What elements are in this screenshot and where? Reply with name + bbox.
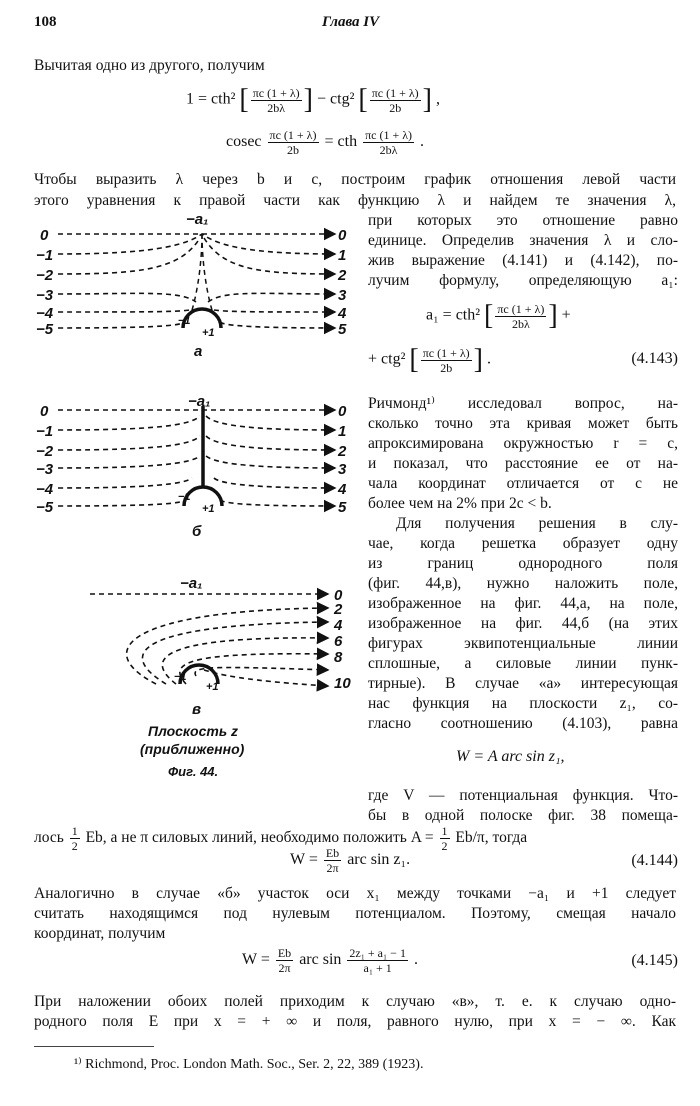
figure-panel-a [58, 234, 335, 328]
paragraph-line: из границ однородного поля [368, 555, 678, 572]
label: 8 [334, 649, 343, 666]
labels-a-left [36, 227, 54, 338]
label: −1 [36, 247, 54, 264]
paragraph-line: единице. Определив значения λ и сло- [368, 232, 678, 249]
label: 3 [338, 287, 347, 304]
paragraph-line: координат, получим [34, 925, 166, 942]
footnote: ¹⁾ Richmond, Proc. London Math. Soc., Ser. 2, 22, 389 (1923). [74, 1057, 424, 1072]
labels-v-right [333, 587, 351, 692]
figure-caption: Фиг. 44. [168, 764, 219, 779]
equation-w-arcsin: W = A arc sin z₁, [456, 748, 565, 765]
label: −2 [36, 443, 54, 460]
equation-4-145: W = $\frac{Eb}{2\pi}$ arc sin $\frac{\text{2z₁ + a₁ − 1}}{\text{a₁ + 1}}$ . [242, 946, 418, 975]
label-minus-one: −1 [174, 671, 187, 683]
label: 0 [40, 227, 49, 244]
label: 2 [338, 443, 347, 460]
label: −3 [36, 461, 54, 478]
paragraph-line: чала координат отличается от c не [368, 475, 678, 492]
subfigure-label-a: а [194, 343, 203, 360]
label-minus-one: −1 [178, 491, 191, 503]
label: 2 [334, 601, 343, 618]
label: 5 [338, 321, 347, 338]
paragraph-line: бы в одной полоске фиг. 38 помеща- [368, 807, 678, 824]
label: 0 [338, 403, 347, 420]
paragraph-line: нас функция на плоскости z₁, со- [368, 695, 678, 712]
paragraph-line: чае, когда решетка образует одну [368, 535, 678, 552]
label: −2 [36, 267, 54, 284]
approx-label: (приближенно) [140, 741, 245, 757]
equation-4-144: W = $\frac{Eb}{2\pi}$ arc sin z₁. [290, 846, 411, 875]
label: 0 [338, 227, 347, 244]
figure-44 [30, 210, 370, 780]
chapter-title: Глава IV [322, 14, 380, 30]
paragraph-line: тирные). В случае «а» интересующая [368, 675, 678, 692]
paragraph-line: изображенное на фиг. 44,а, на поле, [368, 595, 678, 612]
paragraph-line: (фиг. 44,в), нужно наложить поле, [368, 575, 678, 592]
label: −4 [36, 481, 54, 498]
labels-b-left [36, 403, 54, 516]
paragraph-line: апроксимирована окружностью r = c, [368, 435, 678, 452]
equation-4-143-line1: a₁ = cth² [ $\frac{\pi c (1 + \lambda)}{2b\lambda}$ ] + [426, 300, 571, 331]
equation-number: (4.145) [631, 952, 678, 969]
label-minus-one: −1 [178, 315, 191, 327]
label: −1 [36, 423, 54, 440]
paragraph-line: Вычитая одно из другого, получим [34, 57, 265, 74]
paragraph-line: лучим формулу, определяющую a₁: [368, 272, 678, 289]
label: 4 [338, 305, 347, 322]
label: 6 [334, 633, 343, 650]
label: 2 [338, 267, 347, 284]
label: −3 [36, 287, 54, 304]
figure-panel-v [90, 594, 328, 686]
paragraph-line: изображенное на фиг. 44,б (на этих [368, 615, 678, 632]
label: −5 [36, 321, 54, 338]
equation-2: cosec $\frac{\pi c (1 + \lambda)}{2b}$ = cth $\frac{\pi c (1 + \lambda)}{2b\lambda}$ . [226, 128, 425, 157]
paragraph-line: жив выражение (4.141) и (4.142), по- [368, 252, 678, 269]
labels-a-right [337, 227, 347, 338]
paragraph-line: гласно соотношению (4.103), равна [368, 715, 678, 732]
paragraph-line: Чтобы выразить λ через b и c, построим график отношения левой части [34, 171, 676, 188]
label: 1 [338, 247, 347, 264]
equation-1: 1 = cth² [ $\frac{\pi c (1 + \lambda)}{2b\lambda}$ ] − ctg² [ $\frac{\pi c (1 + \lambda)}{2b}$ ] , [186, 84, 440, 115]
label-minus-a1: −a₁ [188, 393, 211, 410]
paragraph-line: При наложении обоих полей приходим к случаю «в», т. е. к случаю одно- [34, 993, 676, 1010]
label: 5 [338, 499, 347, 516]
equation-number: (4.143) [631, 350, 678, 367]
equation-4-143-line2: + ctg² [ $\frac{\pi c (1 + \lambda)}{2b}$ ] . [368, 344, 491, 375]
paragraph-line: Ричмонд¹⁾ исследовал вопрос, на- [368, 395, 678, 412]
label: 1 [338, 423, 347, 440]
footnote-rule [34, 1046, 154, 1047]
equation-number: (4.144) [631, 852, 678, 869]
paragraph-line: лось $\frac{1}{2}$ Eb, а не π силовых линий, необходимо положить A = $\frac{1}{2}$ Eb/π, тогда [34, 824, 528, 853]
paragraph-line: Для получения решения в слу- [396, 515, 678, 532]
paragraph-line: сколько точно эта кривая может быть [368, 415, 678, 432]
paragraph-line: этого уравнения к правой части как функцию λ и найдем те значения λ, [34, 192, 676, 209]
plane-label: Плоскость z [148, 723, 239, 739]
paragraph-line: родного поля E при x = + ∞ и поля, равного нулю, при x = − ∞. Как [34, 1013, 676, 1030]
label: 0 [40, 403, 49, 420]
label: 4 [334, 617, 343, 634]
page-number: 108 [34, 14, 57, 30]
label-minus-a1: −a₁ [180, 575, 203, 592]
label-plus-one: +1 [206, 681, 219, 693]
paragraph-line: где V — потенциальная функция. Что- [368, 787, 678, 804]
labels-b-right [337, 403, 347, 516]
label-minus-a1: −a₁ [186, 211, 209, 228]
label-plus-one: +1 [202, 327, 215, 339]
paragraph-line: считать находящимся под нулевым потенциалом. Поэтому, смещая начало [34, 905, 676, 922]
label: −4 [36, 305, 54, 322]
paragraph-line: более чем на 2% при 2c < b. [368, 495, 552, 512]
label: 0 [334, 587, 343, 604]
subfigure-label-b: б [192, 523, 202, 540]
figure-panel-a-curves [192, 234, 212, 310]
label: 10 [334, 675, 351, 692]
paragraph-line: фигурах эквипотенциальные линии [368, 635, 678, 652]
paragraph-line: и показал, что расстояние ее от на- [368, 455, 678, 472]
paragraph-line: Аналогично в случае «б» участок оси x₁ между точками −a₁ и +1 следует [34, 885, 676, 902]
label: 3 [338, 461, 347, 478]
label-plus-one: +1 [202, 503, 215, 515]
figure-panel-b [58, 410, 335, 506]
paragraph-line: сплошные, а силовые линии пунк- [368, 655, 678, 672]
subfigure-label-v: в [192, 701, 202, 718]
label: −5 [36, 499, 54, 516]
paragraph-line: при которых это отношение равно [368, 212, 678, 229]
label: 4 [338, 481, 347, 498]
